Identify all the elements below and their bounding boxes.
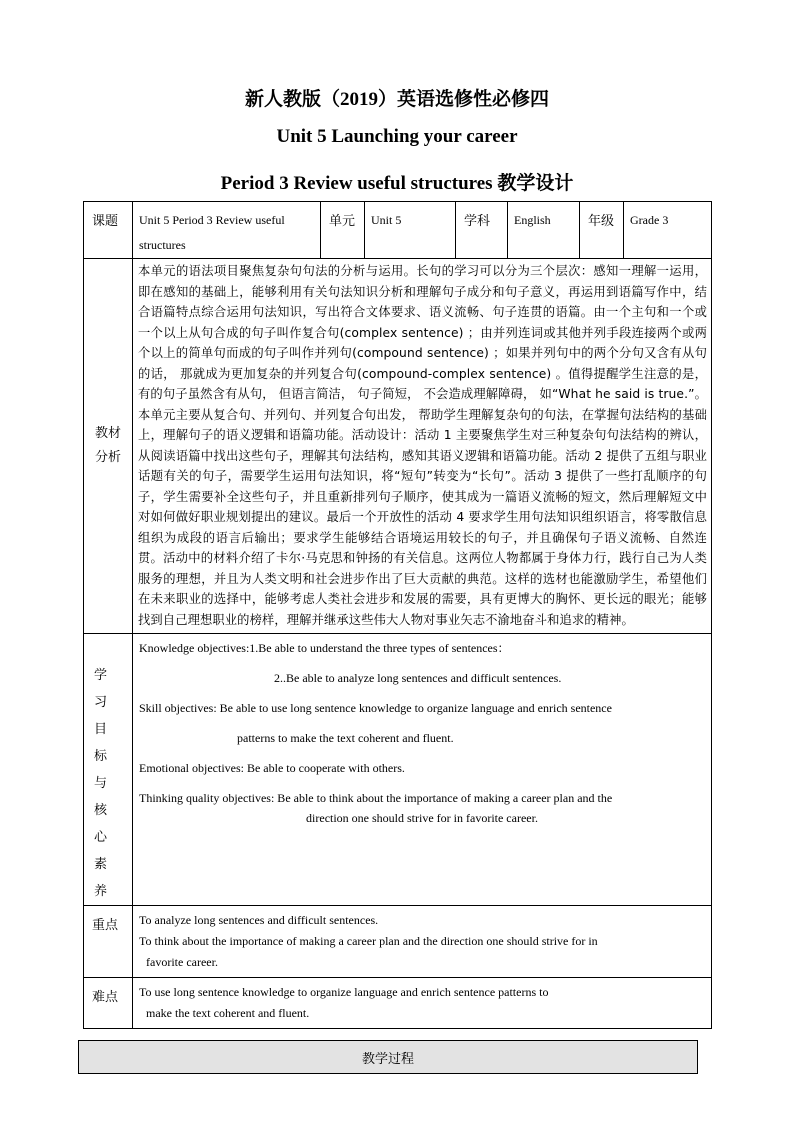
difficulties-content: To use long sentence knowledge to organize language and enrich sentence patterns to make the text coherent and fluent. — [139, 985, 549, 1020]
lesson-plan-table — [83, 201, 712, 1029]
knowledge-objective-2: 2..Be able to analyze long sentences and difficult sentences. — [274, 671, 562, 685]
analysis-row — [84, 259, 712, 634]
thinking-objective-cont: direction one should strive for in favorite career. — [306, 811, 538, 825]
difficulties-label: 难点 — [92, 990, 119, 1005]
objectives-label: 学习目标与核心素养 — [94, 668, 117, 899]
teaching-process-header: 教学过程 — [78, 1040, 698, 1074]
thinking-objective: Thinking quality objectives: Be able to think about the importance of making a career plan and the — [139, 791, 613, 805]
objectives-content — [133, 634, 711, 832]
grade-value: Grade 3 — [630, 213, 669, 227]
period-title: Period 3 Review useful structures 教学设计 — [220, 173, 574, 194]
topic-value: Unit 5 Period 3 Review useful structures — [139, 213, 285, 252]
difficulties-row — [84, 978, 712, 1029]
key-points-row — [84, 906, 712, 978]
objectives-row — [84, 634, 712, 906]
document-title: 新人教版（2019）英语选修性必修四 — [244, 89, 549, 110]
subject-value: English — [514, 213, 551, 227]
skill-objective-cont: patterns to make the text coherent and fluent. — [237, 731, 454, 745]
grade-label: 年级 — [588, 214, 615, 229]
unit-title: Unit 5 Launching your career — [276, 126, 518, 147]
skill-objective: Skill objectives: Be able to use long sentence knowledge to organize language and enrich sentence — [139, 701, 612, 715]
key-points-content: To analyze long sentences and difficult sentences. To think about the importance of making a career plan and the direction one should strive for in favorite career. — [139, 913, 598, 969]
key-points-label: 重点 — [92, 918, 119, 933]
unit-value: Unit 5 — [371, 213, 402, 227]
topic-label: 课题 — [92, 214, 119, 229]
analysis-text: 本单元的语法项目聚焦复杂句句法的分析与运用。长句的学习可以分为三个层次：感知一理解一运用，即在感知的基础上，能够利用有关句法知识分析和理解句子成分和句子意义，再运用到语篇写作中，结合语篇特点综合运用句法知识，写出符合文体要求、语义流畅、句子连贯的语篇。由一个主句和一个或一个以上从句合成的句子叫作复合句(complex sentence) ；由并列连词或其他并列手段连接两个或两个以上的简单句而成的句子叫作并列句(compound sentence) ；如果并列句中的两个分句又含有从句的话， 那就成为更加复杂的并列复合句(compound-complex sentence) 。值得提醒学生注意的是， 有的句子虽然含有从句， 但语言简洁， 句子简短， 不会造成理解障碍， 如“What he said is true.”。本单元主要从复合句、并列句、并列复合句出发， 帮助学生理解复杂句的句法，在掌握句法结构的基础上，理解句子的语义逻辑和语篇功能。活动设计：活动 1 主要聚焦学生对三种复杂句句法结构的辨认，从阅读语篇中找出这些句子，理解其句法结构，感知其语义逻辑和语篇功能。活动 2 提供了五组与职业话题有关的句子，需要学生运用句法知识，将“短句”转变为“长句”。活动 3 提供了一些打乱顺序的句子，学生需要补全这些句子，并且重新排列句子顺序，使其成为一篇语义流畅的短文，然后理解短文中对如何做好职业规划提出的建议。最后一个开放性的活动 4 要求学生用句法知识组织语言，将零散信息组织为成段的语言后输出；要求学生能够结合语境运用较长的句子，并且确保句子语义流畅、自然连贯。活动中的材料介绍了卡尔·马克思和钟扬的有关信息。这两位人物都属于身体力行，践行自己为人类服务的理想，并且为人类文明和社会进步作出了巨大贡献的典范。这样的选材也能激励学生，希望他们在未来职业的选择中，能够考虑人类社会进步和发展的需要，具有更博大的胸怀、更长远的眼光；能够找到自己理想职业的榜样，理解并继承这些伟大人物对事业矢志不渝地奋斗和追求的精神。 — [138, 264, 707, 627]
unit-label: 单元 — [329, 214, 356, 229]
analysis-label: 教材 分析 — [94, 426, 121, 465]
knowledge-objective-1: Knowledge objectives:1.Be able to understand the three types of sentences： — [139, 641, 510, 655]
subject-label: 学科 — [464, 214, 491, 229]
info-row — [84, 202, 712, 259]
emotional-objective: Emotional objectives: Be able to cooperate with others. — [139, 761, 405, 775]
